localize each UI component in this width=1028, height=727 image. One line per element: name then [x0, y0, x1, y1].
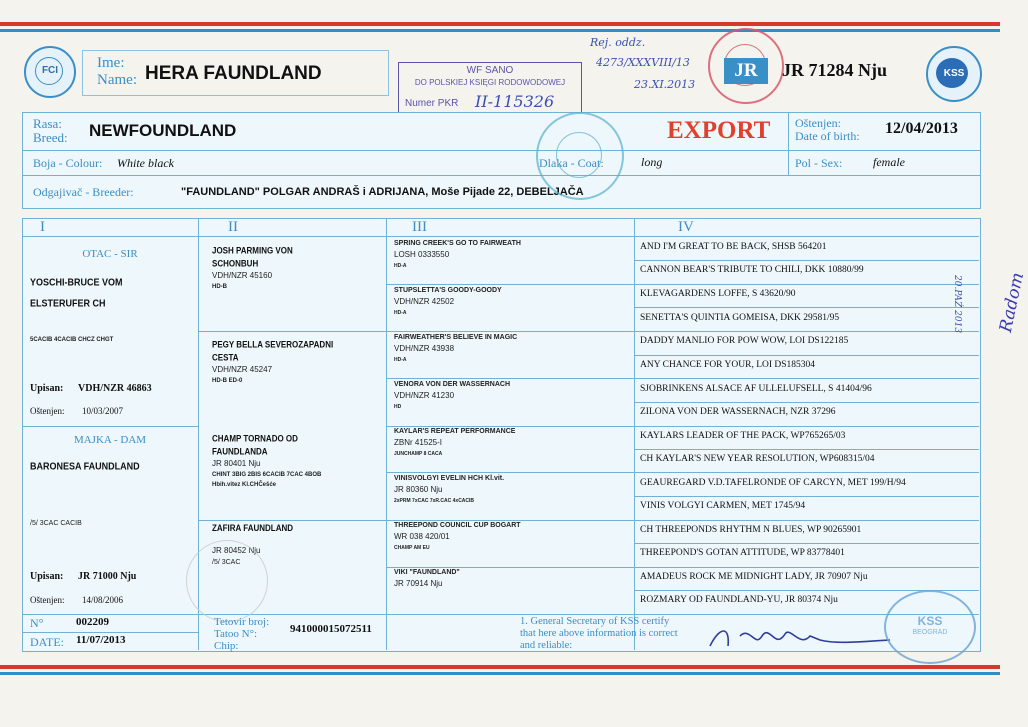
col4-ancestor-3: KLEVAGARDENS LOFFE, S 43620/90: [640, 289, 796, 299]
tattoo-label-local: Tetovir broj:: [214, 616, 270, 628]
sire-born-value: 10/03/2007: [82, 406, 124, 416]
sire-reg-label: Upisan:: [30, 383, 64, 394]
breed-label: Breed:: [33, 130, 68, 145]
col3-entry-2: [394, 286, 630, 318]
col3-entry-7: [394, 521, 630, 553]
col3-entry-1: [394, 239, 630, 271]
col4-ancestor-9: KAYLARS LEADER OF THE PACK, WP765265/03: [640, 431, 846, 441]
jr-badge: JR: [724, 58, 768, 84]
col3-1-reg: LOSH 0333550: [394, 250, 450, 259]
kss-stamp-city: BEOGRAD: [912, 629, 948, 636]
sex-label: Pol - Sex:: [795, 156, 843, 170]
col2-3-titles: CHINT 3BIG 2BIS 6CACIB 7CAC 4BOB: [212, 472, 322, 478]
col2-4-titles: /5/ 3CAC: [212, 559, 241, 566]
col2-2-name-line1: PEGY BELLA SEVEROZAPADNI: [212, 339, 334, 350]
col2-1-titles: HD-B: [212, 284, 227, 290]
col4-ancestor-13: CH THREEPONDS RHYTHM N BLUES, WP 90265901: [640, 525, 862, 535]
col3-2-name: STUPSLETTA'S GOODY-GOODY: [394, 287, 502, 294]
sire-name-line1: YOSCHI-BRUCE VOM: [30, 276, 123, 288]
col4-ancestor-2: CANNON BEAR'S TRIBUTE TO CHILI, DKK 10880/99: [640, 265, 864, 275]
col3-entry-4: [394, 380, 630, 412]
col3-3-name: FAIRWEATHER'S BELIEVE IN MAGIC: [394, 334, 518, 341]
col4-ancestor-10: CH KAYLAR'S NEW YEAR RESOLUTION, WP608315/04: [640, 454, 875, 464]
col4-ancestor-16: ROZMARY OD FAUNDLAND-YU, JR 80374 Nju: [640, 595, 838, 605]
col3-4-reg: VDH/NZR 41230: [394, 391, 455, 400]
col3-7-titles: CHAMP AM EU: [394, 545, 430, 551]
dam-born-value: 14/08/2006: [82, 595, 124, 605]
faint-round-stamp: [186, 540, 268, 622]
colour-label: Boja - Colour:: [33, 156, 103, 170]
bottom-blue-stripe: [0, 672, 1000, 675]
col3-6-reg: JR 80360 Nju: [394, 485, 443, 494]
certify-line2: that here above information is correct: [520, 628, 678, 639]
col2-3-name-line1: CHAMP TORNADO OD: [212, 433, 298, 444]
col2-1-name-line2: SCHONBUH: [212, 258, 259, 269]
kss-round-stamp: [884, 590, 976, 664]
signature: [700, 606, 900, 662]
sire-born-label: Oštenjen:: [30, 406, 65, 416]
col3-8-reg: JR 70914 Nju: [394, 579, 443, 588]
col2-3-name-line2: FAUNDLANDA: [212, 446, 268, 457]
col2-entry-1: [212, 244, 382, 292]
stamp-number-label: Numer PKR: [405, 98, 459, 109]
col3-3-titles: HD-A: [394, 357, 407, 363]
col2-entry-3: [212, 432, 382, 490]
breed-label-local: Rasa:: [33, 116, 62, 131]
col3-entry-3: [394, 333, 630, 365]
birth-date-value: 12/04/2013: [885, 120, 958, 137]
col4-ancestor-7: SJOBRINKENS ALSACE AF ULLELUFSELL, S 41404/96: [640, 384, 872, 394]
breed-value: NEWFOUNDLAND: [89, 121, 237, 140]
col3-1-titles: HD-A: [394, 263, 407, 269]
tattoo-label: Tatoo N°:: [214, 628, 258, 640]
handwritten-reg-label: Rej. oddz.: [590, 36, 646, 49]
col2-1-reg: VDH/NZR 45160: [212, 271, 273, 280]
col2-4-name: ZAFIRA FAUNDLAND: [212, 523, 294, 534]
kss-stamp-text: KSS: [917, 614, 943, 628]
col2-4-reg: JR 80452 Nju: [212, 546, 261, 555]
number-value: 002209: [76, 616, 109, 628]
sex-value: female: [873, 155, 905, 169]
col3-1-name: SPRING CREEK'S GO TO FAIRWEATH: [394, 240, 521, 247]
blue-round-stamp: [536, 112, 624, 200]
dam-born-label: Oštenjen:: [30, 595, 65, 605]
registration-number: JR 71284 Nju: [782, 60, 888, 80]
sire-name-line2: ELSTERUFER CH: [30, 297, 106, 309]
col4-ancestor-1: AND I'M GREAT TO BE BACK, SHSB 564201: [640, 242, 827, 252]
col3-4-name: VENORA VON DER WASSERNACH: [394, 381, 511, 388]
col3-5-name: KAYLAR'S REPEAT PERFORMANCE: [394, 428, 516, 435]
name-label-local: Ime:: [97, 55, 125, 71]
col3-8-name: VIKI "FAUNDLAND": [394, 569, 460, 576]
column-header-iv: IV: [678, 219, 694, 235]
breeder-value: "FAUNDLAND" POLGAR ANDRAŠ i ADRIJANA, Moše Pijade 22, DEBELJAČA: [181, 186, 584, 198]
col2-3-reg: JR 80401 Nju: [212, 459, 261, 468]
kss-logo-text: KSS: [943, 68, 965, 79]
birth-label-local: Oštenjen:: [795, 116, 841, 130]
breeder-label: Odgajivač - Breeder:: [33, 185, 134, 199]
colour-value: White black: [117, 156, 174, 170]
number-label: N°: [30, 616, 44, 630]
col3-7-reg: WR 038 420/01: [394, 532, 450, 541]
column-header-i: I: [40, 219, 45, 235]
col2-2-reg: VDH/NZR 45247: [212, 365, 273, 374]
col4-ancestor-8: ZILONA VON DER WASSERNACH, NZR 37296: [640, 407, 836, 417]
stamp-wf-title: WF SANO: [466, 65, 514, 76]
handwritten-reg-number: 4273/XXXVIII/13: [596, 56, 690, 69]
margin-handwritten-note: Radom: [996, 270, 1028, 335]
fci-logo-text: FCI: [41, 65, 59, 76]
col3-4-titles: HD: [394, 404, 402, 410]
col3-entry-6: [394, 474, 630, 506]
name-box: [82, 50, 389, 96]
col4-ancestor-15: AMADEUS ROCK ME MIDNIGHT LADY, JR 70907 Nju: [640, 572, 868, 582]
coat-label: Dlaka - Coat:: [539, 156, 604, 170]
coat-value: long: [641, 155, 663, 169]
col2-1-name-line1: JOSH PARMING VON: [212, 245, 293, 256]
certify-line3: and reliable:: [520, 640, 573, 651]
col4-ancestor-6: ANY CHANCE FOR YOUR, LOI DS185304: [640, 360, 816, 370]
dam-name: BARONESA FAUNDLAND: [30, 460, 140, 472]
handwritten-date: 23.XI.2013: [634, 78, 696, 91]
col3-2-titles: HD-A: [394, 310, 407, 316]
col2-entry-2: [212, 338, 382, 386]
dam-reg-value: JR 71000 Nju: [78, 571, 137, 582]
col4-ancestor-14: THREEPOND'S GOTAN ATTITUDE, WP 83778401: [640, 548, 845, 558]
col2-2-titles: HD-B ED-0: [212, 378, 243, 384]
breed-row: [22, 112, 981, 151]
col4-ancestor-5: DADDY MANLIO FOR POW WOW, LOI DS122185: [640, 336, 849, 346]
sire-label: OTAC - SIR: [82, 248, 138, 260]
col4-ancestor-12: VINIS VOLGYI CARMEN, MET 1745/94: [640, 501, 806, 511]
col3-5-titles: JUNCHAMP 8 CACA: [394, 451, 443, 457]
stamp-number-value: II-115326: [475, 92, 555, 111]
date-label: DATE:: [30, 635, 64, 649]
fci-logo: [24, 46, 76, 98]
dog-name: HERA FAUNDLAND: [145, 63, 322, 84]
col4-ancestor-4: SENETTA'S QUINTIA GOMEISA, DKK 29581/95: [640, 313, 840, 323]
sire-titles: 5CACIB 4CACIB CHCZ CHGT: [30, 337, 114, 343]
chip-value: 941000015072511: [290, 623, 372, 635]
column-header-ii: II: [228, 219, 238, 235]
col2-3-titles-2: Hbih.vitez Kl.CHČešće: [212, 482, 277, 488]
col3-entry-8: [394, 568, 630, 590]
bottom-red-stripe: [0, 665, 1000, 669]
col3-6-titles: 2xPRM 7xCAC 7xR.CAC 4xCACIB: [394, 498, 475, 504]
top-blue-stripe: [0, 29, 1000, 32]
kss-logo: [926, 46, 982, 102]
dam-reg-label: Upisan:: [30, 571, 64, 582]
col3-7-name: THREEPOND COUNCIL CUP BOGART: [394, 522, 521, 529]
name-label: Name:: [97, 72, 137, 88]
column-header-iii: III: [412, 219, 427, 235]
col3-3-reg: VDH/NZR 43938: [394, 344, 455, 353]
colour-row: [22, 150, 981, 176]
date-value: 11/07/2013: [76, 634, 126, 646]
col4-ancestor-11: GEAUREGARD V.D.TAFELRONDE OF CARCYN, MET 199/H/94: [640, 478, 906, 488]
certify-line1: 1. General Secretary of KSS certify: [520, 616, 670, 627]
dam-label: MAJKA - DAM: [73, 434, 147, 446]
top-red-stripe: [0, 22, 1000, 26]
breeder-row: [22, 175, 981, 209]
chip-label: Chip:: [214, 640, 239, 652]
dam-titles: /5/ 3CAC CACIB: [30, 520, 82, 527]
birth-label: Date of birth:: [795, 129, 860, 143]
col3-5-reg: ZBNr 41525-I: [394, 438, 443, 447]
sire-reg-value: VDH/NZR 46863: [78, 383, 152, 394]
margin-date-stamp: 20.PAŹ 2013: [952, 275, 962, 334]
export-label: EXPORT: [667, 117, 771, 144]
col2-2-name-line2: CESTA: [212, 352, 239, 363]
stamp-wf-subtitle: DO POLSKIEJ KSIĘGI RODOWODOWEJ: [414, 78, 566, 87]
col3-6-name: VINISVOLGYI EVELIN HCH Kl.vit.: [394, 475, 505, 482]
col3-2-reg: VDH/NZR 42502: [394, 297, 455, 306]
col3-entry-5: [394, 427, 630, 459]
